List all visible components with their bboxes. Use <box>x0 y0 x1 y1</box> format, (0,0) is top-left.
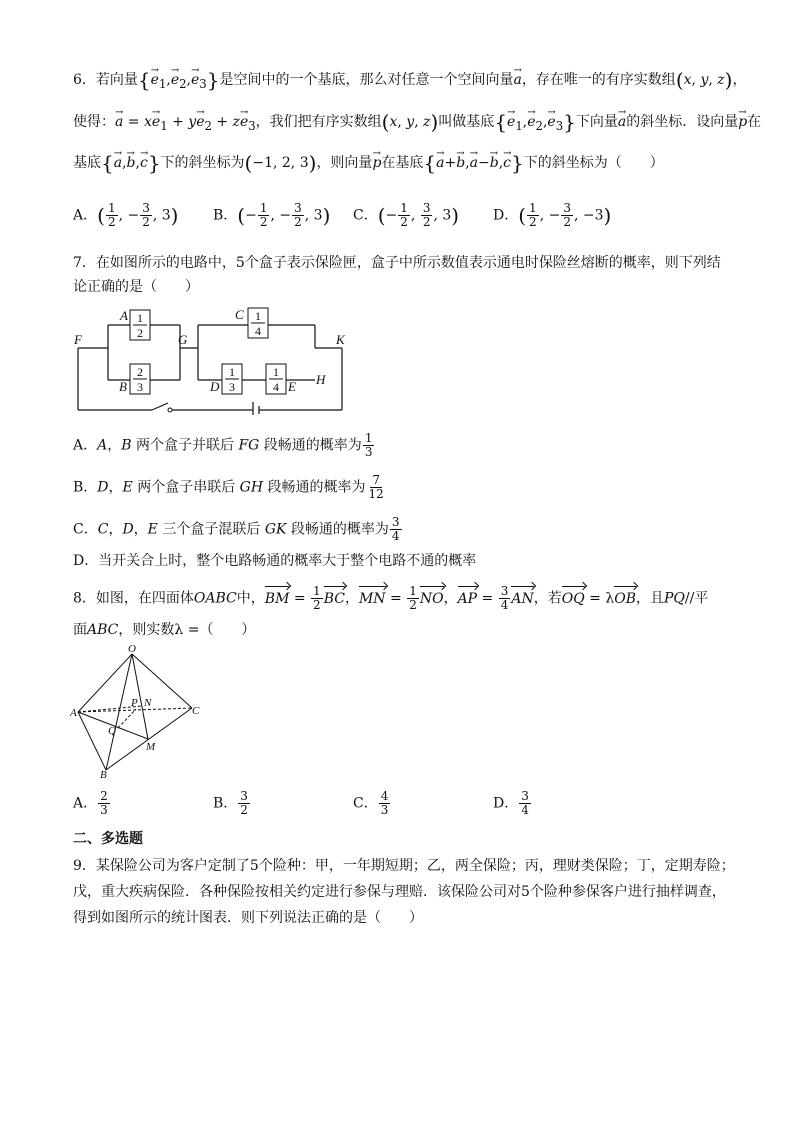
label-Q: Q <box>108 725 116 737</box>
svg-text:2: 2 <box>137 365 143 379</box>
q8-line2: 面ABC，则实数λ =（ ） <box>73 622 256 638</box>
q6-option-a[interactable]: A．( $\frac{1}{2}$ , − $\frac{3}{2}$ , 3) <box>73 201 179 229</box>
label-O: O <box>128 644 136 655</box>
svg-text:4: 4 <box>255 324 261 338</box>
label-E: E <box>288 379 296 394</box>
svg-text:3: 3 <box>137 380 143 394</box>
q7-option-d[interactable]: D．当开关合上时，整个电路畅通的概率大于整个电路不通的概率 <box>73 553 477 569</box>
q9-line3: 得到如图所示的统计图表．则下列说法正确的是（ ） <box>73 910 423 926</box>
svg-text:1: 1 <box>255 309 261 323</box>
svg-text:2: 2 <box>137 326 143 340</box>
q7-option-b[interactable]: B．D，E 两个盒子串联后 GH 段畅通的概率为 $\frac{7}{12}$ <box>73 473 384 501</box>
q8-option-a[interactable]: A． $\frac{2}{3}$ <box>73 789 108 817</box>
q7-option-a[interactable]: A．A，B 两个盒子并联后 FG 段畅通的概率为 $\frac{1}{3}$ <box>73 431 373 459</box>
label-H: H <box>316 372 326 387</box>
q6-line1: 6．若向量{→ $e_1,\to e_2,\to e_3$}是空间中的一个基底，那么对任意一个空间向量→ a，存在唯一的有序实数组(x, y, z)， <box>73 70 746 94</box>
q7-option-c[interactable]: C．C，D，E 三个盒子混联后 GK 段畅通的概率为 $\frac{3}{4}$ <box>73 515 400 543</box>
label-D: D <box>210 379 220 394</box>
label-F: F <box>74 332 82 347</box>
label-A: A <box>70 707 77 719</box>
label-M: M <box>146 741 156 753</box>
q6-option-b[interactable]: B．(− $\frac{1}{2}$ , − $\frac{3}{2}$ , 3) <box>213 201 331 229</box>
q9-line1: 9．某保险公司为客户定制了5个险种：甲，一年期短期；乙，两全保险；丙，理财类保险；丁，定期寿险； <box>73 858 735 874</box>
tetrahedron-figure <box>70 644 210 779</box>
q6-option-d[interactable]: D．( $\frac{1}{2}$ , − $\frac{3}{2}$ , −3) <box>493 201 612 229</box>
label-N: N <box>144 697 152 709</box>
svg-text:1: 1 <box>229 365 235 379</box>
svg-text:4: 4 <box>273 380 279 394</box>
q6-line3: 基底{→ a,→ b,→ c}下的斜坐标为(−1, 2, 3)，则向量→ p在基底{→ a+→ b,→ a−→ b,→ c}下的斜坐标为（ ） <box>73 153 664 173</box>
q8-line1: 8．如图，在四面体OABC中，BM = $\frac{1}{2}$ BC，MN = $\frac{1}{2}$ NO，AP = $\frac{3}{4}$ AN，若OQ = λOB，且PQ//平 <box>73 584 709 612</box>
svg-text:1: 1 <box>137 311 143 325</box>
q7-line1: 7．在如图所示的电路中，5个盒子表示保险匣，盒子中所示数值表示通电时保险丝熔断的概率，则下列结 <box>73 255 721 271</box>
q8-option-b[interactable]: B． $\frac{3}{2}$ <box>213 789 248 817</box>
q6-option-c[interactable]: C．(− $\frac{1}{2}$ , $\frac{3}{2}$ , 3) <box>353 201 460 229</box>
label-A: A <box>120 308 128 323</box>
label-B: B <box>100 769 107 779</box>
svg-text:1: 1 <box>273 365 279 379</box>
label-G: G <box>178 332 188 347</box>
q7-line2: 论正确的是（ ） <box>73 279 199 295</box>
circuit-diagram <box>70 300 360 415</box>
label-B: B <box>119 379 127 394</box>
label-C: C <box>235 307 244 322</box>
label-C: C <box>192 705 200 717</box>
q8-option-d[interactable]: D． $\frac{3}{4}$ <box>493 789 529 817</box>
q9-line2: 戊，重大疾病保险．各种保险按相关约定进行参保与理赔．该保险公司对5个险种参保客户进行抽样调查， <box>73 884 726 900</box>
svg-text:3: 3 <box>229 380 235 394</box>
label-P: P <box>131 697 138 709</box>
section-heading: 二、多选题 <box>73 831 143 847</box>
label-K: K <box>336 332 345 347</box>
q8-option-c[interactable]: C． $\frac{4}{3}$ <box>353 789 389 817</box>
q6-line2: 使得：→ $a = x\to e_1 + y\to e_2 + z\to e_3$，我们把有序实数组(x, y, z)叫做基底{→ $e_1,\to e_2,\to e_3$}下向量→ a的斜坐标．设向量→ p在 <box>73 112 761 136</box>
